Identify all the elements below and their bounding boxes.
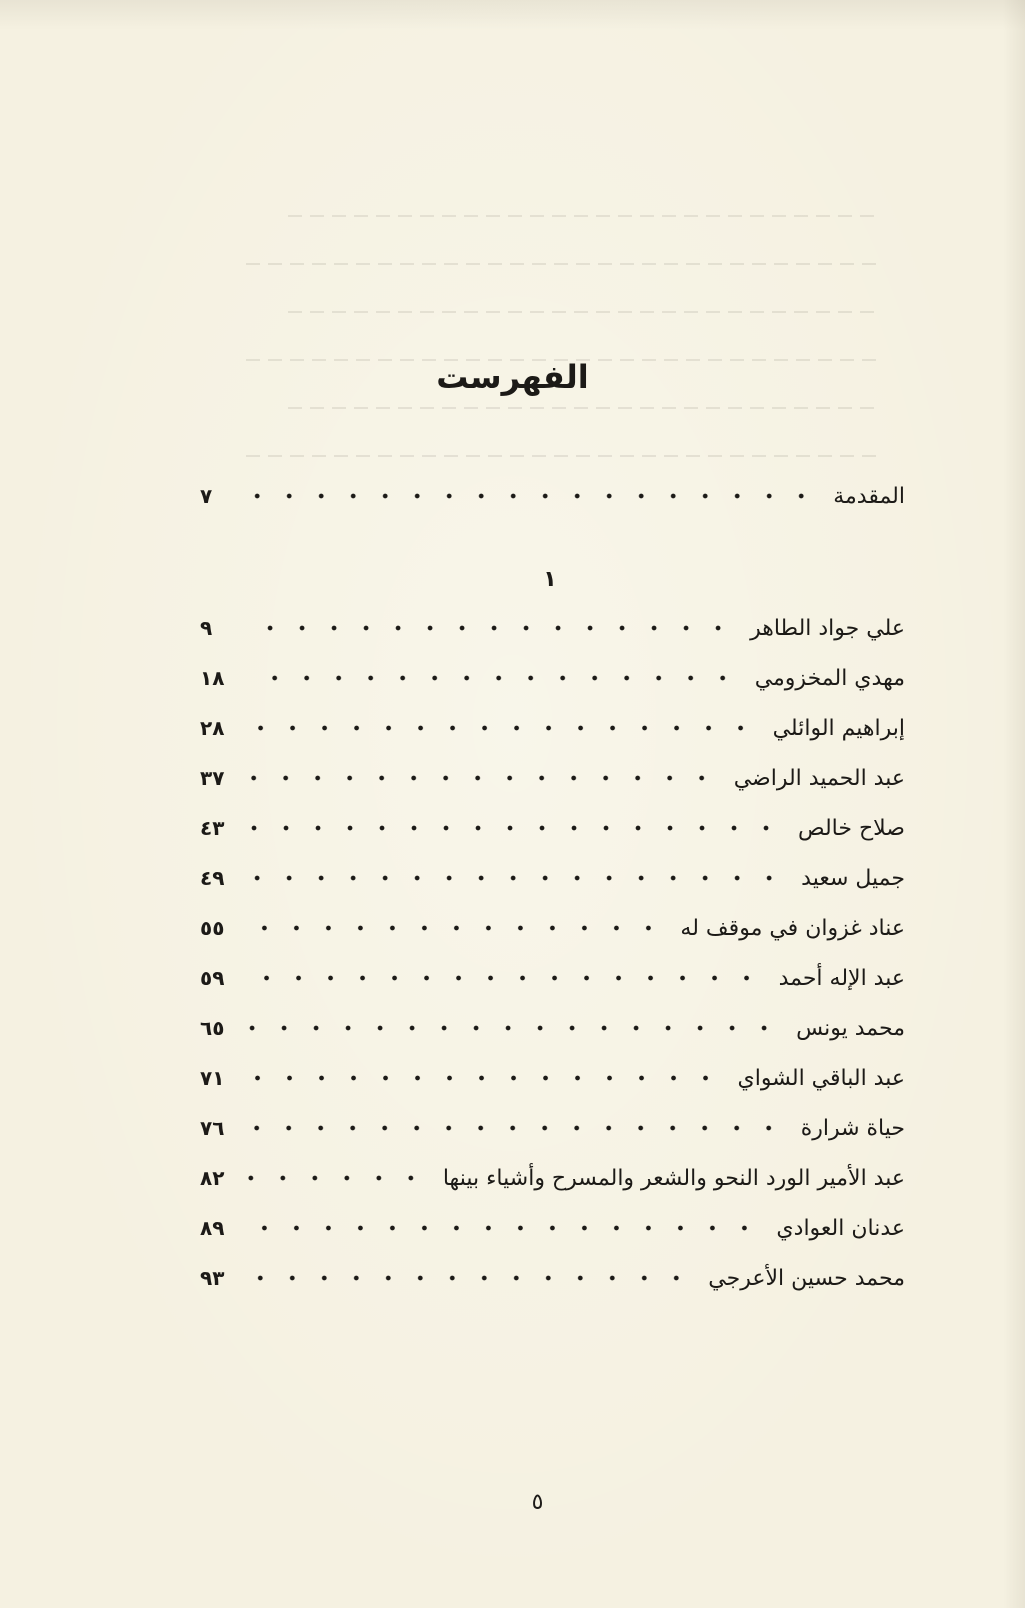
toc-entry (200, 856, 905, 900)
dot-leader (246, 617, 734, 639)
toc-entry-label: عبد الباقي الشواي (737, 1065, 905, 1091)
toc-entry-page: ٦٥ (200, 1016, 225, 1040)
toc-entry-page: ٥٥ (200, 916, 225, 940)
toc-entry-page: ٧٦ (200, 1116, 225, 1140)
toc-entry (200, 606, 905, 650)
toc-entry (200, 706, 905, 750)
toc-entry-label: محمد حسين الأعرجي (708, 1265, 905, 1291)
dot-leader (246, 817, 782, 839)
toc-entry-page: ٤٣ (200, 816, 225, 840)
dot-leader (246, 867, 785, 889)
toc-entry (200, 1156, 905, 1200)
edge-shadow (1003, 0, 1025, 1608)
toc-entry (200, 1206, 905, 1250)
toc-entry (200, 806, 905, 850)
toc-entry-page: ٧ (200, 484, 213, 508)
toc-entry-page: ٩ (200, 616, 213, 640)
toc-entry-page: ٤٩ (200, 866, 225, 890)
dot-leader (246, 1067, 722, 1089)
toc-entry-page: ٣٧ (200, 766, 225, 790)
toc-entry-page: ٢٨ (200, 716, 225, 740)
toc-entry-label: مهدي المخزومي (754, 665, 905, 691)
toc-entry (200, 1256, 905, 1300)
toc-entry-label: عبد الأمير الورد النحو والشعر والمسرح وأشياء بينها (442, 1165, 905, 1191)
toc-entry (200, 1106, 905, 1150)
toc-entry-label: عبد الحميد الراضي (733, 765, 905, 791)
toc-entry (200, 906, 905, 950)
page-title: الفهرست (436, 358, 589, 396)
toc-entry-label: محمد يونس (796, 1015, 905, 1041)
dot-leader (246, 485, 817, 507)
toc-entry-label: المقدمة (833, 483, 905, 509)
dot-leader (246, 1167, 427, 1189)
top-shadow (0, 0, 1025, 30)
show-through-text (190, 215, 890, 475)
toc-entry-page: ٨٩ (200, 1216, 225, 1240)
section-number: ١ (543, 567, 557, 592)
toc-entry-intro (200, 474, 905, 518)
dot-leader (246, 1217, 760, 1239)
dot-leader (246, 667, 739, 689)
toc-entry (200, 1056, 905, 1100)
toc-entry-page: ٥٩ (200, 966, 225, 990)
dot-leader (246, 717, 757, 739)
toc-entry (200, 1006, 905, 1050)
toc-entry (200, 656, 905, 700)
toc-entry-label: عناد غزوان في موقف له (680, 915, 905, 941)
toc-entry-label: عدنان العوادي (776, 1215, 905, 1241)
dot-leader (246, 967, 763, 989)
toc-entry-label: جميل سعيد (801, 865, 905, 891)
toc-entry (200, 956, 905, 1000)
toc-entry-label: علي جواد الطاهر (750, 615, 905, 641)
toc-entry-page: ٨٢ (200, 1166, 225, 1190)
dot-leader (246, 1267, 692, 1289)
page-number: ٥ (531, 1490, 544, 1515)
toc-entry-label: إبراهيم الوائلي (772, 715, 905, 741)
toc-entry-page: ٧١ (200, 1066, 225, 1090)
toc-entry-page: ١٨ (200, 666, 225, 690)
toc-entry-label: عبد الإله أحمد (778, 965, 905, 991)
dot-leader (246, 917, 664, 939)
toc-entry (200, 756, 905, 800)
toc-entry-page: ٩٣ (200, 1266, 225, 1290)
dot-leader (246, 1017, 780, 1039)
toc-entry-label: حياة شرارة (800, 1115, 905, 1141)
dot-leader (246, 1117, 785, 1139)
dot-leader (246, 767, 718, 789)
toc-entry-label: صلاح خالص (798, 815, 905, 841)
